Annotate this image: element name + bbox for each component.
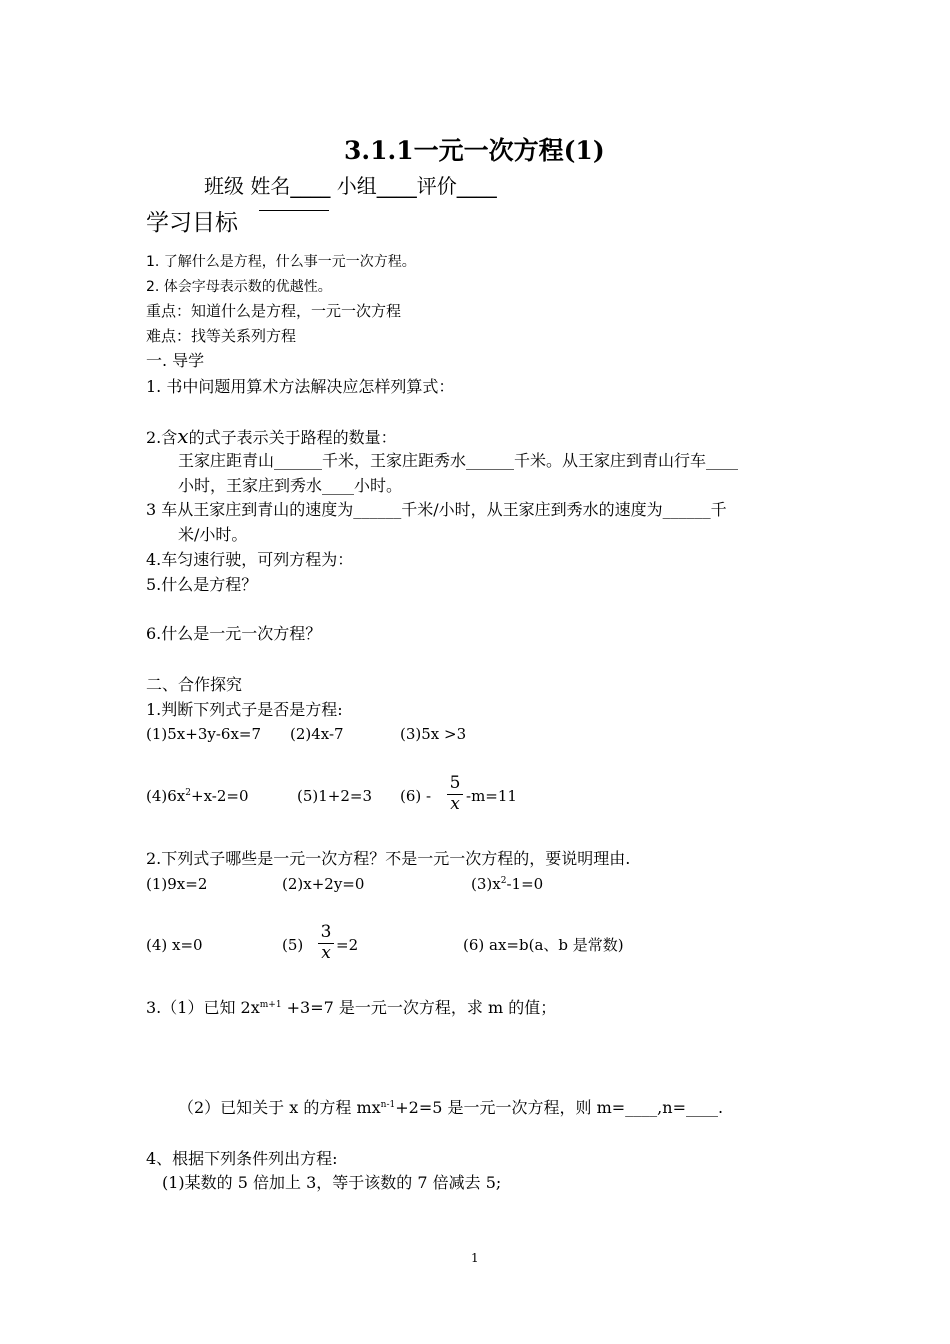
- page-title: 3.1.1一元一次方程(1): [344, 136, 605, 165]
- guide-heading: 一. 导学: [146, 351, 205, 370]
- explore-q1-title: 1.判断下列式子是否是方程:: [146, 700, 343, 719]
- explore-heading: 二、合作探究: [146, 675, 243, 694]
- expr-5: (5)1+2=3: [297, 787, 373, 805]
- explore-q3-part2: （2）已知关于 x 的方程 $mx^{n-1}+2=5$ 是一元一次方程，则 m=____,n=____.: [178, 1098, 724, 1117]
- goals-heading: 学习目标: [146, 210, 238, 236]
- q2-expr-6: (6) ax=b(a、b 是常数): [463, 936, 624, 954]
- expr-3: (3)5x >3: [400, 725, 467, 743]
- class-blank-underline: [259, 210, 329, 211]
- page-number: 1: [471, 1251, 479, 1265]
- key-point: 重点：知道什么是方程，一元一次方程: [146, 302, 402, 320]
- guide-q3-line1: 3 车从王家庄到青山的速度为______千米/小时，从王家庄到秀水的速度为______千: [146, 500, 727, 519]
- guide-q3-line2: 米/小时。: [178, 525, 248, 544]
- guide-q2: 2.含x的式子表示关于路程的数量：: [146, 424, 397, 448]
- q2-expr-3: $(3)x^2-1=0$: [471, 875, 544, 893]
- explore-q4-item1: (1)某数的 5 倍加上 3，等于该数的 7 倍减去 5;: [162, 1173, 502, 1192]
- guide-q2-line2: 小时，王家庄到秀水____小时。: [178, 476, 403, 495]
- student-info-line: 班级 姓名____ 小组____评价____: [204, 174, 497, 198]
- expr-6-suffix: -m=11: [466, 787, 517, 805]
- q2-expr-1: (1)9x=2: [146, 875, 208, 893]
- explore-q2-title: 2.下列式子哪些是一元一次方程？不是一元一次方程的，要说明理由.: [146, 849, 631, 868]
- q2-expr-5-suffix: =2: [336, 936, 359, 954]
- q2-expr-2: (2)x+2y=0: [282, 875, 365, 893]
- q2-expr-4: (4) x=0: [146, 936, 203, 954]
- guide-q6: 6.什么是一元一次方程？: [146, 624, 322, 643]
- q2-expr-5-prefix: (5): [282, 936, 304, 954]
- expr-6-prefix: (6) -: [400, 787, 432, 805]
- expr-2: (2)4x-7: [290, 725, 344, 743]
- fraction-3-over-x: 3 x: [318, 924, 334, 962]
- difficulty: 难点：找等关系列方程: [146, 327, 297, 345]
- guide-q1: 1. 书中问题用算术方法解决应怎样列算式：: [146, 377, 455, 396]
- expr-1: (1)5x+3y-6x=7: [146, 725, 262, 743]
- goal-item: 1. 了解什么是方程，什么事一元一次方程。: [146, 254, 416, 270]
- fraction-5-over-x: 5 x: [447, 775, 463, 813]
- guide-q2-line1: 王家庄距青山______千米，王家庄距秀水______千米。从王家庄到青山行车____: [178, 451, 739, 470]
- explore-q3-part1: 3.（1）已知 $2x^{m+1} +3=7$ 是一元一次方程，求 m 的值；: [146, 998, 557, 1017]
- variable-x: x: [177, 424, 189, 448]
- expr-4: $(4)6x^2+x-2=0$: [146, 787, 249, 805]
- explore-q4-title: 4、根据下列条件列出方程:: [146, 1149, 338, 1168]
- guide-q4: 4.车匀速行驶，可列方程为：: [146, 550, 354, 569]
- goal-item: 2. 体会字母表示数的优越性。: [146, 279, 332, 295]
- guide-q5: 5.什么是方程？: [146, 575, 258, 594]
